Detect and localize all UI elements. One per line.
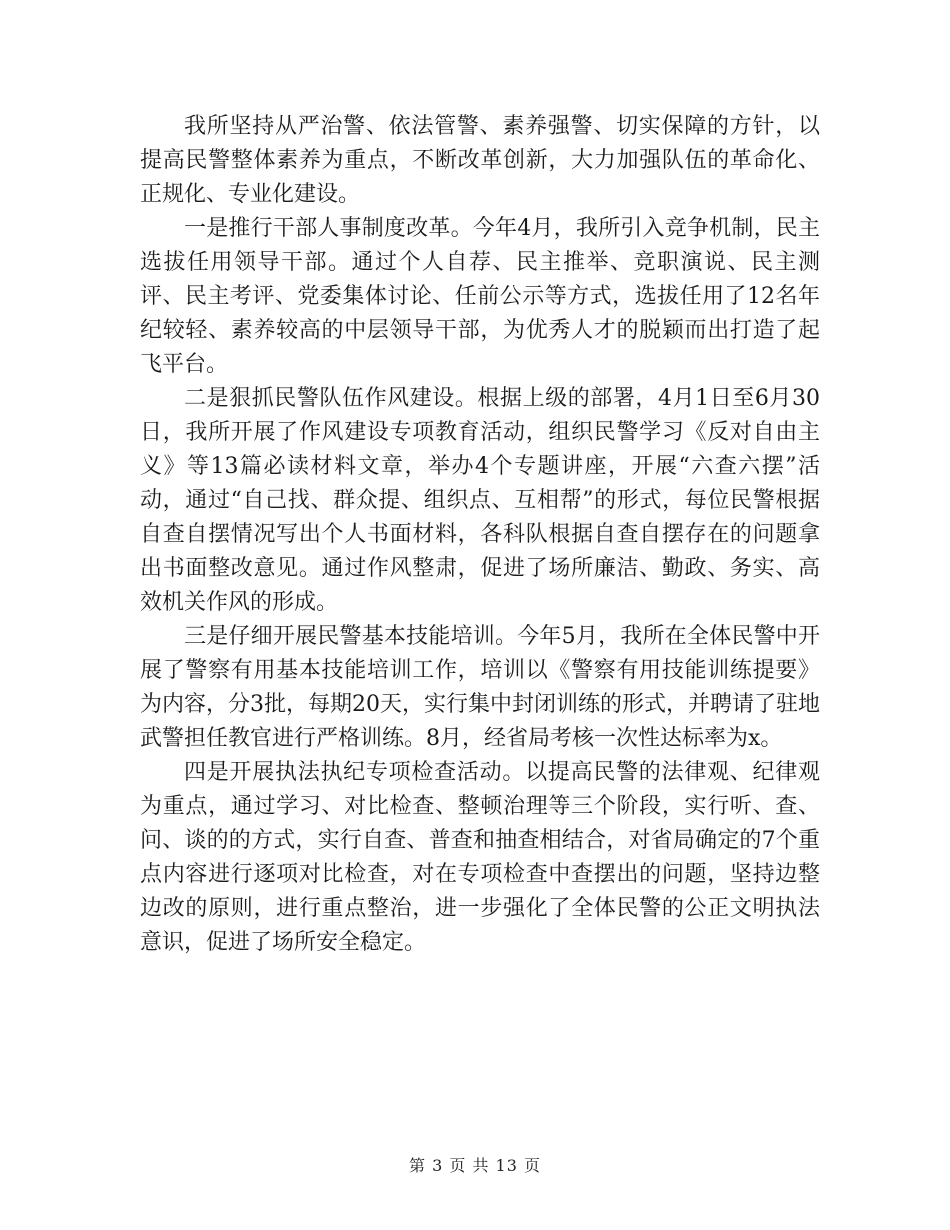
paragraph-law-enforcement-check: 四是开展执法执纪专项检查活动。以提高民警的法律观、纪律观为重点，通过学习、对比检查、整顿治理等三个阶段，实行听、查、问、谈的的方式，实行自查、普查和抽查相结合，对省局确定的7个重点内容进行逐项对比检查，对在专项检查中查摆出的问题，坚持边整边改的原则，进行重点整治，进一步强化了全体民警的公正文明执法意识，促进了场所安全稳定。 xyxy=(140,760,820,955)
paragraph-intro: 我所坚持从严治警、依法管警、素养强警、切实保障的方针，以提高民警整体素养为重点，不断改革创新，大力加强队伍的革命化、正规化、专业化建设。 xyxy=(140,114,820,207)
paragraph-work-style: 二是狠抓民警队伍作风建设。根据上级的部署，4月1日至6月30日，我所开展了作风建设专项教育活动，组织民警学习《反对自由主义》等13篇必读材料文章，举办4个专题讲座，开展“六查六摆”活动，通过“自己找、群众提、组织点、互相帮”的形式，每位民警根据自查自摆情况写出个人书面材料，各科队根据自查自摆存在的问题拿出书面整改意见。通过作风整肃，促进了场所廉洁、勤政、务实、高效机关作风的形成。 xyxy=(140,386,820,615)
paragraph-skills-training: 三是仔细开展民警基本技能培训。今年5月，我所在全体民警中开展了警察有用基本技能培训工作，培训以《警察有用技能训练提要》为内容，分3批，每期20天，实行集中封闭训练的形式，并聘请了驻地武警担任教官进行严格训练。8月，经省局考核一次性达标率为x。 xyxy=(140,624,820,751)
document-body xyxy=(140,110,820,960)
page-number-footer: 第 3 页 共 13 页 xyxy=(409,1156,541,1175)
paragraph-personnel-reform: 一是推行干部人事制度改革。今年4月，我所引入竞争机制，民主选拔任用领导干部。通过个人自荐、民主推举、竞职演说、民主测评、民主考评、党委集体讨论、任前公示等方式，选拔任用了12名年纪较轻、素养较高的中层领导干部，为优秀人才的脱颖而出打造了起飞平台。 xyxy=(140,216,820,377)
